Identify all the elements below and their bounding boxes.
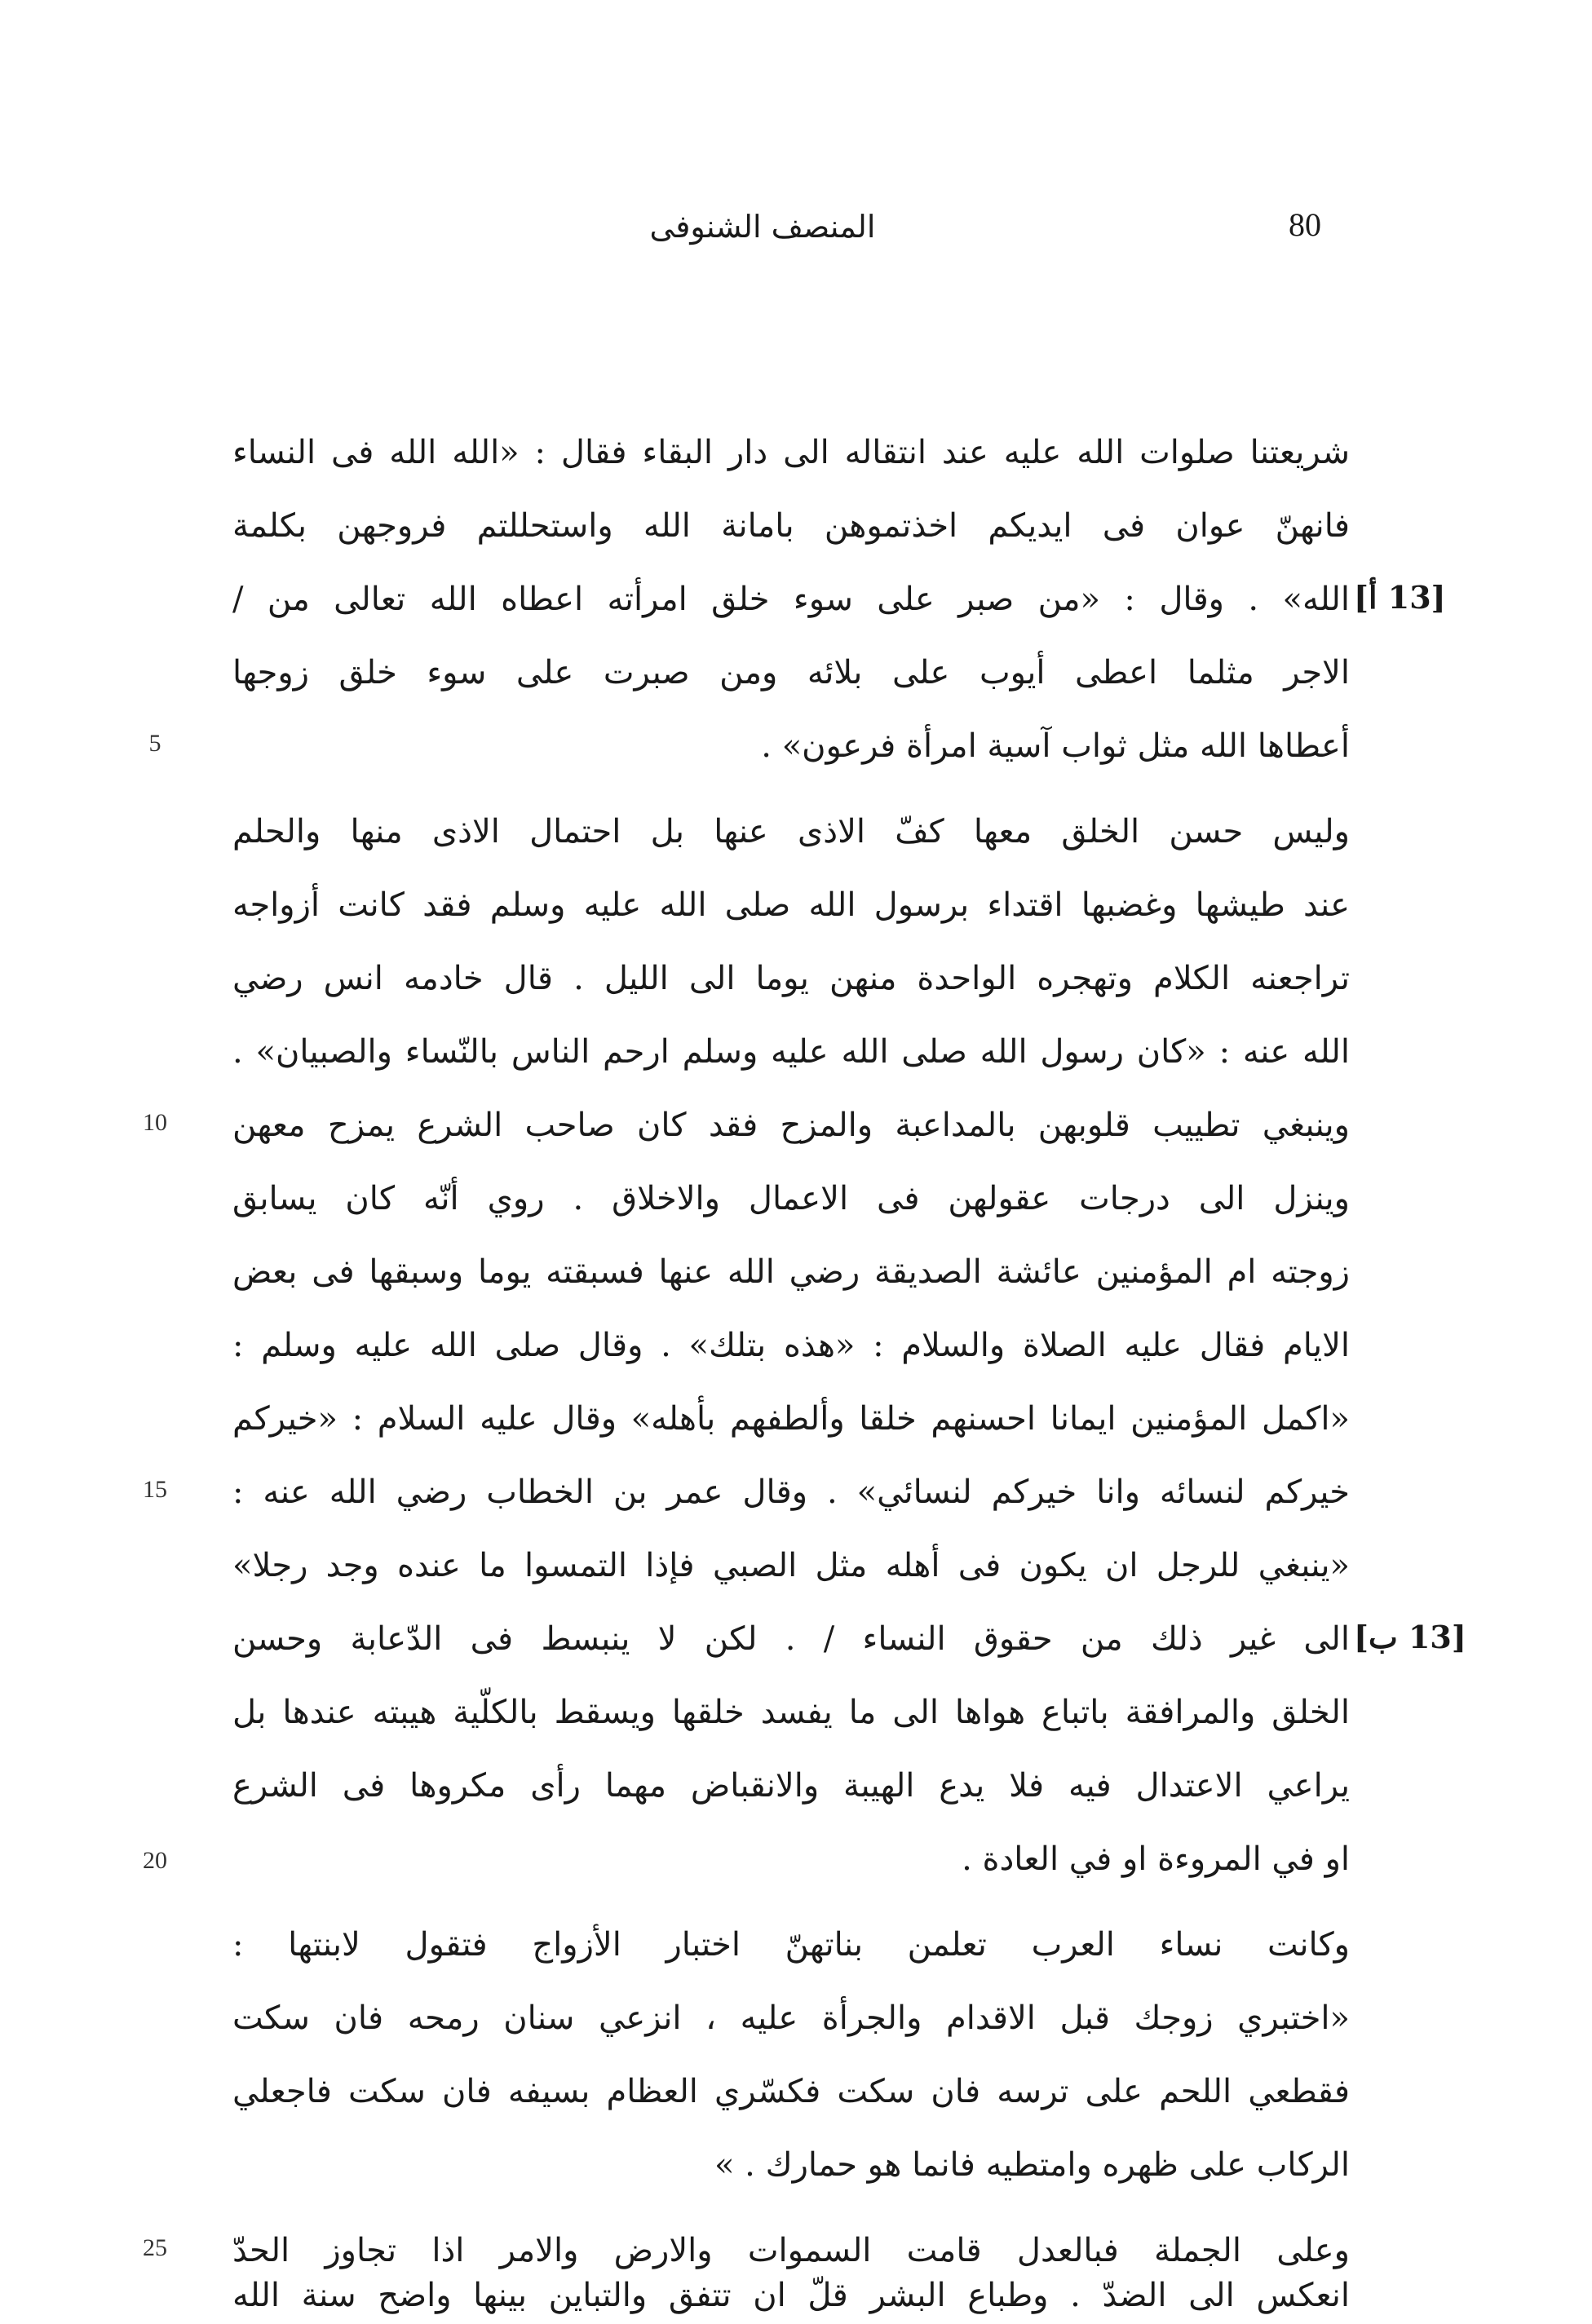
text-line: تراجعنه الكلام وتهجره الواحدة منهن يوما الى الليل . قال خادمه انس رضي — [232, 960, 1350, 997]
text-line: الركاب على ظهره وامتطيه فانما هو حمارك . » — [714, 2146, 1350, 2184]
text-line: الله عنه : «كان رسول الله صلى الله عليه وسلم ارحم الناس بالنّساء والصبيان» . — [232, 1033, 1350, 1071]
text-line: «اختبري زوجك قبل الاقدام والجرأة عليه ، انزعي سنان رمحه فان سكت — [232, 1999, 1350, 2037]
text-line: وينبغي تطييب قلوبهن بالمداعبة والمزح فقد كان صاحب الشرع يمزح معهن — [232, 1107, 1350, 1144]
running-head: المنصف الشنوفى — [649, 209, 876, 245]
text-line: وينزل الى درجات عقولهن فى الاعمال والاخلاق . روي أنّه كان يسابق — [232, 1180, 1350, 1217]
text-line: الى غير ذلك من حقوق النساء / . لكن لا ينبسط فى الدّعابة وحسن — [232, 1620, 1350, 1658]
folio-marker: [13 أ] — [1354, 579, 1446, 616]
text-line: وكانت نساء العرب تعلمن بناتهنّ اختبار الأزواج فتقول لابنتها : — [232, 1926, 1350, 1964]
text-line: زوجته ام المؤمنين عائشة الصديقة رضي الله عنها فسبقته يوما وسبقها فى بعض — [232, 1253, 1350, 1291]
line-number: 5 — [148, 730, 161, 757]
text-line: وليس حسن الخلق معها كفّ الاذى عنها بل احتمال الاذى منها والحلم — [232, 813, 1350, 851]
line-number: 15 — [143, 1476, 167, 1503]
text-line: عند طيشها وغضبها اقتداء برسول الله صلى الله عليه وسلم فقد كانت أزواجه — [232, 886, 1350, 924]
text-line: انعكس الى الضدّ . وطباع البشر قلّ ان تتفق والتباين بينها واضح سنة الله — [232, 2277, 1350, 2314]
text-line: يراعي الاعتدال فيه فلا يدع الهيبة والانقباض مهما رأى مكروها فى الشرع — [232, 1767, 1350, 1805]
text-line: الاجر مثلما اعطى أيوب على بلائه ومن صبرت على سوء خلق زوجها — [232, 654, 1350, 691]
text-line: الخلق والمرافقة باتباع هواها الى ما يفسد خلقها ويسقط بالكلّية هيبته عندها بل — [232, 1694, 1350, 1731]
text-line: «ينبغي للرجل ان يكون فى أهله مثل الصبي فإذا التمسوا ما عنده وجد رجلا» — [232, 1547, 1350, 1584]
folio-marker: [13 ب] — [1354, 1619, 1466, 1655]
text-line: الله» . وقال : «من صبر على سوء خلق امرأته اعطاه الله تعالى من / — [232, 581, 1350, 618]
line-number: 25 — [143, 2234, 167, 2261]
text-line: الايام فقال عليه الصلاة والسلام : «هذه بتلك» . وقال صلى الله عليه وسلم : — [232, 1327, 1350, 1364]
text-line: شريعتنا صلوات الله عليه عند انتقاله الى دار البقاء فقال : «الله الله فى النساء — [232, 434, 1350, 471]
line-number: 10 — [143, 1109, 167, 1136]
text-line: «اكمل المؤمنين ايمانا احسنهم خلقا وألطفهم بأهله» وقال عليه السلام : «خيركم — [232, 1400, 1350, 1438]
text-line: أعطاها الله مثل ثواب آسية امرأة فرعون» . — [761, 727, 1350, 765]
text-line: خيركم لنسائه وانا خيركم لنسائي» . وقال عمر بن الخطاب رضي الله عنه : — [232, 1473, 1350, 1511]
text-line: وعلى الجملة فبالعدل قامت السموات والارض والامر اذا تجاوز الحدّ — [232, 2232, 1350, 2269]
text-line: فقطعي اللحم على ترسه فان سكت فكسّري العظام بسيفه فان سكت فاجعلي — [232, 2073, 1350, 2110]
page-number: 80 — [1289, 206, 1321, 243]
text-line: فانهنّ عوان فى ايديكم اخذتموهن بامانة الله واستحللتم فروجهن بكلمة — [232, 507, 1350, 545]
line-number: 20 — [143, 1847, 167, 1874]
text-line: او في المروءة او في العادة . — [962, 1840, 1350, 1878]
